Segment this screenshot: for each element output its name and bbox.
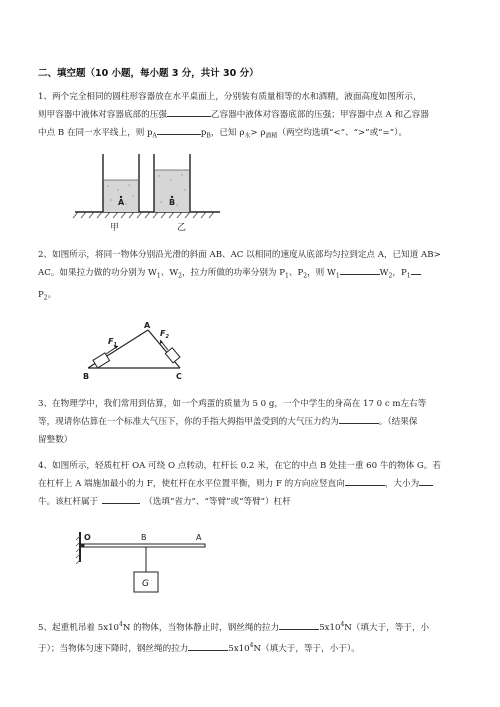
q1-figure-containers <box>70 150 230 232</box>
q5-line-2: 于）；当物体匀速下降时，钢丝绳的拉力 $5x10^4N$（填大于，等于，小于）。 <box>38 637 468 658</box>
q2-figure-inclines <box>80 318 190 384</box>
q2-label-f1: $F_1$ <box>108 337 117 348</box>
q2-label-a: A <box>144 321 151 330</box>
q2-label-c: C <box>176 372 182 381</box>
q4-line-2: 在杠杆上 A 端施加最小的力 F，使杠杆在水平位置平衡，则力 F 的方向应竖直向 ，大小为 <box>38 475 468 493</box>
q5-blank-1[interactable] <box>279 619 319 630</box>
q4-line-3: 牛。该杠杆属于 （选填“省力”、“等臂”或“等臂”）杠杆 <box>38 493 468 511</box>
q2-line-1: 2、如图所示，将同一物体分别沿光滑的斜面 AB、AC 以相同的速度从底部均匀拉到定点 A，已知道 AB> <box>38 250 441 260</box>
q3-line-3: 留整数） <box>38 435 73 445</box>
q4-blank-1[interactable] <box>345 475 385 486</box>
q1-label-b: B <box>169 198 176 207</box>
q1-line-3: 中点 B 在同一水平线上，则 $p_A$ $p_B$，已知 $\rho_水> \rho_{酒精}$（两空均选填“<”、“>”或“=”）。 <box>38 124 468 146</box>
question-2 <box>38 246 468 307</box>
q5-line-1: 5、起重机吊着 $5x10^4N$ 的物体，当物体静止时，钢丝绳的拉力 $5x10^4N$（填大于，等于，小 <box>38 616 468 637</box>
question-1 <box>38 88 468 146</box>
q4-pivot <box>82 544 85 547</box>
q4-blank-2[interactable] <box>419 475 433 486</box>
q2-block-left <box>93 353 110 368</box>
q4-figure-lever <box>72 528 212 600</box>
q3-line-1: 3、在物理学中，我们常用到估算，如一个鸡蛋的质量为 5 0 g，一个中学生的身高在 17 0 c m左右等 <box>38 399 427 409</box>
question-5 <box>38 616 468 658</box>
q4-label-o: O <box>84 533 91 542</box>
q1-line-2: 则甲容器中液体对容器底部的压强 乙容器中液体对容器底部的压强；甲容器中点 A 和乙容器 <box>38 106 468 124</box>
question-4 <box>38 457 468 511</box>
q3-line-2: 等，现请你估算在一个标准大气压下，你的手指大拇指甲盖受到的大气压力约为 。（结果保 <box>38 413 468 431</box>
q4-blank-3[interactable] <box>102 493 140 504</box>
q2-line-3: $P_2$。 <box>38 289 57 302</box>
q4-label-a: A <box>196 533 202 542</box>
q1-label-yi: 乙 <box>177 223 187 232</box>
q3-blank-1[interactable] <box>339 413 379 424</box>
q4-label-b: B <box>141 533 147 542</box>
question-3 <box>38 395 468 449</box>
q1-blank-2[interactable] <box>157 124 201 135</box>
q2-blank-1[interactable] <box>340 264 380 275</box>
q2-blank-2[interactable] <box>411 264 421 275</box>
q4-label-g: G <box>142 579 149 589</box>
q2-label-b: B <box>83 372 90 381</box>
q1-label-a: A <box>118 198 125 207</box>
q5-blank-2[interactable] <box>188 640 228 651</box>
section-title: 二、填空题（10 小题，每小题 3 分，共计 30 分） <box>38 68 259 79</box>
q1-label-jia: 甲 <box>110 223 120 232</box>
q1-ground-hatch <box>73 212 214 218</box>
q2-label-f2: $F_2$ <box>160 329 169 340</box>
q2-line-2: AC。如果拉力做的功分别为 $W_1$、$W_2$，拉力所做的功率分别为 $P_1$、$P_2$，则 $W_1$ $W_2$，$P_1$ <box>38 264 468 286</box>
q4-lever-bar <box>81 544 205 547</box>
q4-line-1: 4、如图所示，轻质杠杆 OA 可绕 O 点转动，杠杆长 0.2 米，在它的中点 B 处挂一重 60 牛的物体 G。若 <box>38 461 441 471</box>
q1-blank-1[interactable] <box>167 106 211 117</box>
q1-line-1: 1、两个完全相同的圆柱形容器放在水平桌面上，分别装有质量相等的水和酒精，液面高度如图所示， <box>38 92 422 102</box>
